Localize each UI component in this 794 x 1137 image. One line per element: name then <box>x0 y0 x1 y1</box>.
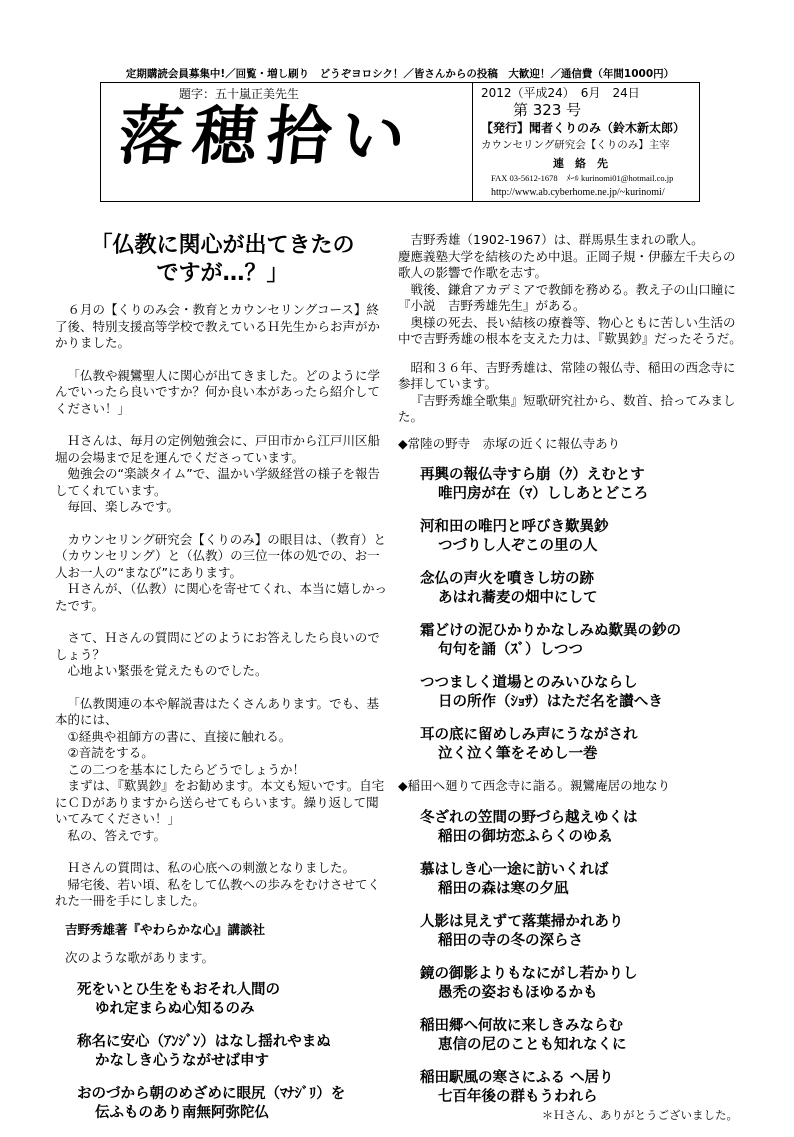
poem-line-1: 耳の底に留めしみ声にうながされ <box>420 727 638 743</box>
subscription-banner: 定期購読会員募集中!／回覧・増し刷り どうぞヨロシク！／皆さんからの投稿 大歓迎！／通信費（年間1000円） <box>125 68 675 80</box>
quote-line: まずは、『歎異鈔』をお勧めます。本文も短いです。自宅にＣＤがありますから送らせてもらいます。繰り返して聞いてみてください！」 <box>55 778 385 826</box>
bio-line: 奥様の死去、長い結核の療養等、物心ともに苦しい生活の中で吉野秀雄の根本を支えた力は、『歎異鈔』だったそうだ。 <box>398 314 742 346</box>
poem <box>420 466 746 504</box>
poem-line-2: あはれ蕎麦の畑中にして <box>438 590 598 606</box>
poem <box>420 809 746 847</box>
poem <box>420 622 746 660</box>
paragraph-line: 『吉野秀雄全歌集』短歌研究社から、数首、拾ってみました。 <box>398 392 736 424</box>
publisher: 【発行】聞者くりのみ（鈴木新太郎） <box>481 121 686 135</box>
poem <box>77 1085 390 1123</box>
poem <box>420 965 746 1003</box>
quote-line: 私の、答えです。 <box>67 827 167 843</box>
section-heading-hitachi: ◆常陸の野寺 赤塚の近くに報仏寺あり <box>398 435 621 451</box>
poem-line-1: 死をいとひ生をもおそれ人間の <box>77 981 280 998</box>
paragraph: ６月の【くりのみ会・教育とカウンセリングコース】終了後、特別支援高等学校で教えているＨ先生からお声がかかりました。 <box>55 302 381 350</box>
quote-line: この二つを基本にしたらどうでしょうか！ <box>67 761 306 777</box>
paragraph-group <box>55 860 390 910</box>
poem-line-2: ゆれ定まらぬ心知るのみ <box>95 1000 255 1017</box>
poems-left <box>55 981 390 1123</box>
biography <box>398 232 746 348</box>
poem-line-2: 愚禿の姿おもほゆるかも <box>438 984 598 1001</box>
newsletter-title: 落穂拾い <box>115 99 419 174</box>
poem-line-2: かなしき心うながせば申す <box>95 1052 269 1069</box>
bio-line: 吉野秀雄（1902-1967）は、群馬県生まれの歌人。 <box>410 232 704 247</box>
answer-quote <box>55 696 390 845</box>
poem-line-2: 稲田の寺の冬の深らさ <box>438 932 583 949</box>
poem <box>420 726 746 764</box>
paragraph-line: Ｈさんは、毎月の定例勉強会に、戸田市から江戸川区船堀の会場まで足を運んでくださっています。 <box>55 433 381 465</box>
paragraph-line: カウンセリング研究会【くりのみ】の眼目は、（教育）と（カウンセリング）と（仏教）の三位一体の処での、お一人お一人の“まなび”にあります。 <box>55 531 387 580</box>
quote-line: ①経典や祖師方の書に、直接に触れる。 <box>67 728 292 744</box>
poem-line-1: 人影は見えずて落葉掃かれあり <box>420 913 624 930</box>
paragraph-line: 毎回、楽しみです。 <box>67 499 180 514</box>
paragraph-line: さて、Ｈさんの質問にどのようにお答えしたら良いのでしょう？ <box>55 630 380 662</box>
paragraph-line: 昭和３６年、吉野秀雄は、常陸の報仏寺、稲田の西念寺に参拝しています。 <box>398 359 736 391</box>
issue-number: 第 323 号 <box>513 101 582 119</box>
bio-line: 戦後、鎌倉アカデミアで教師を務める。教え子の山口瞳に『小説 吉野秀雄先生』がある。 <box>398 281 736 313</box>
book-reference: 吉野秀雄著『やわらかな心』講談社 <box>65 921 266 937</box>
poem-line-2: 恵信の尼のことも知れなくに <box>438 1036 627 1053</box>
poem <box>420 913 746 951</box>
poems-hitachi <box>398 466 746 764</box>
paragraph-group <box>55 532 390 615</box>
poem-line-2: つづりし人ぞこの里の人 <box>438 538 598 554</box>
poem-line-1: つつましく道場とのみいひならし <box>420 675 638 691</box>
poem-line-1: 鏡の御影よりもなにがし若かりし <box>420 965 638 982</box>
issue-date: 2012（平成24） 6月 24日 <box>481 86 640 100</box>
poem-line-1: 冬ざれの笠間の野づら越えゆくは <box>420 809 638 826</box>
contact-label: 連 絡 先 <box>553 157 608 170</box>
organization: カウンセリング研究会【くりのみ】主宰 <box>481 139 670 151</box>
quote-paragraph: 「仏教や親鸞聖人に関心が出てきました。どのように学んでいったら良いですか？何か良い本があったら紹介してください！」 <box>55 367 381 416</box>
masthead-info-box <box>473 83 699 201</box>
poem-line-2: 稲田の森は寒の夕凪 <box>438 880 569 897</box>
quote-line: ②音読をする。 <box>67 745 154 760</box>
masthead <box>100 82 700 202</box>
poem-line-1: 念仏の声火を噴きし坊の跡 <box>420 571 594 587</box>
poem-line-2: 泣く泣く筆をそめし一巻 <box>438 746 598 762</box>
poem-line-2: 伝ふものあり南無阿弥陀仏 <box>95 1104 269 1121</box>
poem-line-1: 稲田郷へ何故に来しきみならむ <box>420 1017 623 1034</box>
paragraph-group <box>55 630 390 680</box>
headline-line-1: 「仏教に関心が出てきたの <box>90 233 355 258</box>
poem <box>420 1069 746 1107</box>
poem <box>420 570 746 608</box>
paragraph-line: Ｈさんが、（仏教）に関心を寄せてくれ、本当に嬉しかったです。 <box>55 581 388 613</box>
poem <box>77 981 390 1019</box>
poem-line-2: 句句を誦（ｽﾞ）しつつ <box>438 642 583 658</box>
website-url[interactable]: http://www.ab.cyberhome.ne.jp/~kurinomi/ <box>491 187 665 198</box>
poem <box>420 1017 746 1055</box>
right-column <box>398 232 746 1123</box>
poem <box>420 518 746 556</box>
article-headline <box>55 232 390 288</box>
poem-line-2: 稲田の御坊恋ふらくのゆゑ <box>438 828 612 845</box>
poem-line-1: 河和田の唯円と呼びき歎異鈔 <box>420 519 609 535</box>
left-column <box>55 232 390 1137</box>
poem <box>420 674 746 712</box>
fax-email: FAX 03-5612-1678 ﾒｰﾙ kurinomi01@hotmail.co.jp <box>491 173 674 183</box>
bio-line: 慶應義塾大学を結核のため中退。正岡子規・伊藤左千夫らの歌人の影響で作歌を志す。 <box>398 248 736 280</box>
poem-line-1: 霜どけの泥ひかりかなしみぬ歎異の鈔の <box>420 623 681 639</box>
headline-line-2: ですが…？」 <box>156 261 289 286</box>
poem-line-1: 再興の報仏寺すら崩（ｸ）えむとす <box>420 467 645 483</box>
poems-inada <box>398 809 746 1107</box>
poem-line-1: 慕はしき心一途に訪いくれば <box>420 861 609 878</box>
poem <box>420 861 746 899</box>
poem-line-2: 日の所作（ｼｮｻ）はただ名を讃へき <box>438 694 663 710</box>
paragraph-group <box>55 433 390 516</box>
intro-line: 次のような歌があります。 <box>65 950 215 965</box>
poem-line-2: 唯円房が在（ﾏ）ししあとどころ <box>438 486 649 502</box>
section-heading-inada: ◆稲田へ廻りて西念寺に詣る。親鸞庵居の地なり <box>398 778 671 793</box>
poem-line-2: 七百年後の群もうわれら <box>438 1088 598 1105</box>
paragraph-line: Ｈさんの質問は、私の心底への刺激となりました。 <box>67 860 356 875</box>
paragraph-line: 勉強会の“楽談タイム”で、温かい学級経営の様子を報告してくれています。 <box>55 466 380 498</box>
poem-line-1: 称名に安心（ｱﾝｼﾞﾝ）はなし揺れやまぬ <box>77 1033 331 1050</box>
paragraph-line: 帰宅後、若い頃、私をして仏教への歩みをむけさせてくれた一冊を手にしました。 <box>55 876 381 908</box>
poem-line-1: おのづから朝のめざめに眼尻（ﾏﾅｼﾞﾘ）を <box>77 1085 346 1102</box>
poem-line-1: 稲田駅風の寒さにふる へ居り <box>420 1069 614 1086</box>
paragraph-line: 心地よい緊張を覚えたものでした。 <box>67 663 268 678</box>
calligraphy-credit: 題字：五十嵐正美先生 <box>179 87 300 101</box>
masthead-title-box <box>101 83 473 201</box>
thanks-note: ＊Ｈさん、ありがとうございました。 <box>541 1107 738 1122</box>
paragraph-group <box>398 360 746 426</box>
poem <box>77 1033 390 1071</box>
quote-line: 「仏教関連の本や解説書はたくさんあります。でも、基本的には、 <box>55 695 380 727</box>
